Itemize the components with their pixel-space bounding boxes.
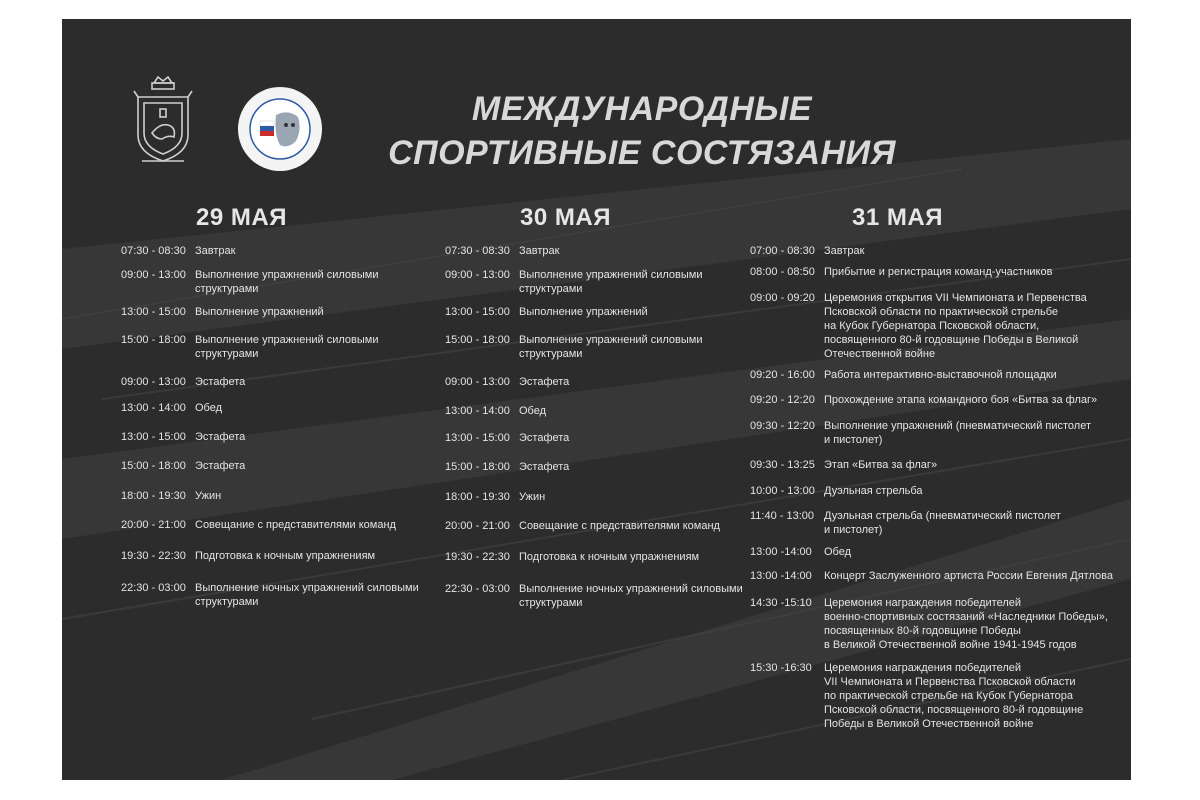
schedule-time: 07:00 - 08:30 [750, 245, 815, 257]
schedule-time: 20:00 - 21:00 [445, 520, 510, 532]
schedule-time: 18:00 - 19:30 [445, 491, 510, 503]
schedule-description: Эстафета [519, 461, 570, 473]
schedule-time: 09:30 - 12:20 [750, 420, 815, 432]
schedule-description: Подготовка к ночным упражнениям [519, 551, 700, 563]
schedule-time: 09:20 - 16:00 [750, 369, 815, 381]
day-header-31-may: 31 МАЯ [852, 204, 943, 231]
schedule-description: Совещание с представителями команд [195, 519, 396, 531]
schedule-time: 09:00 - 09:20 [750, 292, 815, 304]
schedule-description: Ужин [195, 490, 222, 502]
schedule-description: Ужин [519, 491, 546, 503]
schedule-time: 07:30 - 08:30 [121, 245, 186, 257]
schedule-time: 13:00 - 14:00 [121, 402, 186, 414]
schedule-description: Церемония награждения победителей военно-спортивных состязаний «Наследники Победы», посвященных 80-й годовщине Победы в Великой Отечественной войне 1941-1945 годов [824, 597, 1108, 651]
schedule-time: 09:00 - 13:00 [445, 376, 510, 388]
schedule-description: Выполнение упражнений [519, 306, 648, 318]
day-header-30-may: 30 МАЯ [520, 204, 611, 231]
schedule-time: 09:20 - 12:20 [750, 394, 815, 406]
schedule-time: 07:30 - 08:30 [445, 245, 510, 257]
schedule-description: Выполнение упражнений силовыми структурами [195, 334, 379, 360]
schedule-time: 13:00 - 14:00 [445, 405, 510, 417]
day-header-29-may: 29 МАЯ [196, 204, 287, 231]
schedule-time: 18:00 - 19:30 [121, 490, 186, 502]
schedule-time: 15:00 - 18:00 [121, 460, 186, 472]
schedule-description: Работа интерактивно-выставочной площадки [824, 369, 1057, 381]
schedule-time: 22:30 - 03:00 [445, 583, 510, 595]
schedule-time: 09:00 - 13:00 [121, 376, 186, 388]
practical-shooting-federation-logo [236, 85, 324, 173]
title-line-2: СПОРТИВНЫЕ СОСТЯЗАНИЯ [388, 134, 896, 172]
schedule-poster [62, 19, 1131, 780]
schedule-time: 19:30 - 22:30 [445, 551, 510, 563]
schedule-time: 10:00 - 13:00 [750, 485, 815, 497]
schedule-time: 13:00 - 15:00 [121, 431, 186, 443]
schedule-description: Дуэльная стрельба (пневматический пистолет и пистолет) [824, 510, 1061, 536]
schedule-description: Выполнение упражнений силовыми структурами [519, 334, 703, 360]
schedule-description: Подготовка к ночным упражнениям [195, 550, 376, 562]
schedule-description: Дуэльная стрельба [824, 485, 923, 497]
schedule-description: Прохождение этапа командного боя «Битва за флаг» [824, 394, 1098, 406]
schedule-description: Этап «Битва за флаг» [824, 459, 938, 471]
schedule-description: Завтрак [519, 245, 560, 257]
schedule-time: 15:00 - 18:00 [445, 461, 510, 473]
schedule-description: Эстафета [519, 376, 570, 388]
schedule-description: Выполнение ночных упражнений силовыми структурами [519, 583, 743, 609]
schedule-description: Эстафета [519, 432, 570, 444]
schedule-time: 13:00 - 15:00 [445, 432, 510, 444]
schedule-description: Завтрак [824, 245, 865, 257]
schedule-description: Церемония открытия VII Чемпионата и Первенства Псковской области по практической стрельбе на Кубок Губернатора Псковской области, посвященного 80-й годовщине Победы в Великой Отечественной войне [824, 292, 1087, 360]
schedule-description: Обед [519, 405, 547, 417]
schedule-description: Выполнение упражнений (пневматический пистолет и пистолет) [824, 420, 1092, 446]
schedule-time: 09:00 - 13:00 [445, 269, 510, 281]
schedule-time: 08:00 - 08:50 [750, 266, 815, 278]
schedule-time: 19:30 - 22:30 [121, 550, 186, 562]
schedule-description: Совещание с представителями команд [519, 520, 720, 532]
schedule-description: Обед [195, 402, 223, 414]
schedule-description: Выполнение упражнений силовыми структурами [195, 269, 379, 295]
schedule-time: 15:30 -16:30 [750, 662, 812, 674]
schedule-time: 13:00 -14:00 [750, 570, 812, 582]
title-line-1: МЕЖДУНАРОДНЫЕ [471, 90, 813, 128]
schedule-description: Завтрак [195, 245, 236, 257]
schedule-time: 15:00 - 18:00 [121, 334, 186, 346]
pskov-region-coat-of-arms-logo [132, 75, 194, 167]
schedule-time: 22:30 - 03:00 [121, 582, 186, 594]
schedule-description: Выполнение ночных упражнений силовыми структурами [195, 582, 419, 608]
schedule-description: Эстафета [195, 376, 246, 388]
schedule-time: 13:00 - 15:00 [121, 306, 186, 318]
schedule-description: Обед [824, 546, 852, 558]
schedule-description: Выполнение упражнений силовыми структурами [519, 269, 703, 295]
schedule-time: 13:00 -14:00 [750, 546, 812, 558]
page-title [352, 87, 932, 175]
schedule-description: Выполнение упражнений [195, 306, 324, 318]
schedule-time: 15:00 - 18:00 [445, 334, 510, 346]
schedule-time: 14:30 -15:10 [750, 597, 812, 609]
schedule-description: Концерт Заслуженного артиста России Евгения Дятлова [824, 570, 1113, 582]
schedule-time: 20:00 - 21:00 [121, 519, 186, 531]
schedule-description: Эстафета [195, 431, 246, 443]
schedule-time: 11:40 - 13:00 [750, 510, 815, 522]
schedule-description: Церемония награждения победителей VII Чемпионата и Первенства Псковской области по практической стрельбе на Кубок Губернатора Псковской области, посвященного 80-й годовщине Победы в Великой Отечественной войне [824, 662, 1084, 730]
schedule-description: Эстафета [195, 460, 246, 472]
schedule-time: 13:00 - 15:00 [445, 306, 510, 318]
schedule-time: 09:00 - 13:00 [121, 269, 186, 281]
schedule-time: 09:30 - 13:25 [750, 459, 815, 471]
schedule-description: Прибытие и регистрация команд-участников [824, 266, 1053, 278]
